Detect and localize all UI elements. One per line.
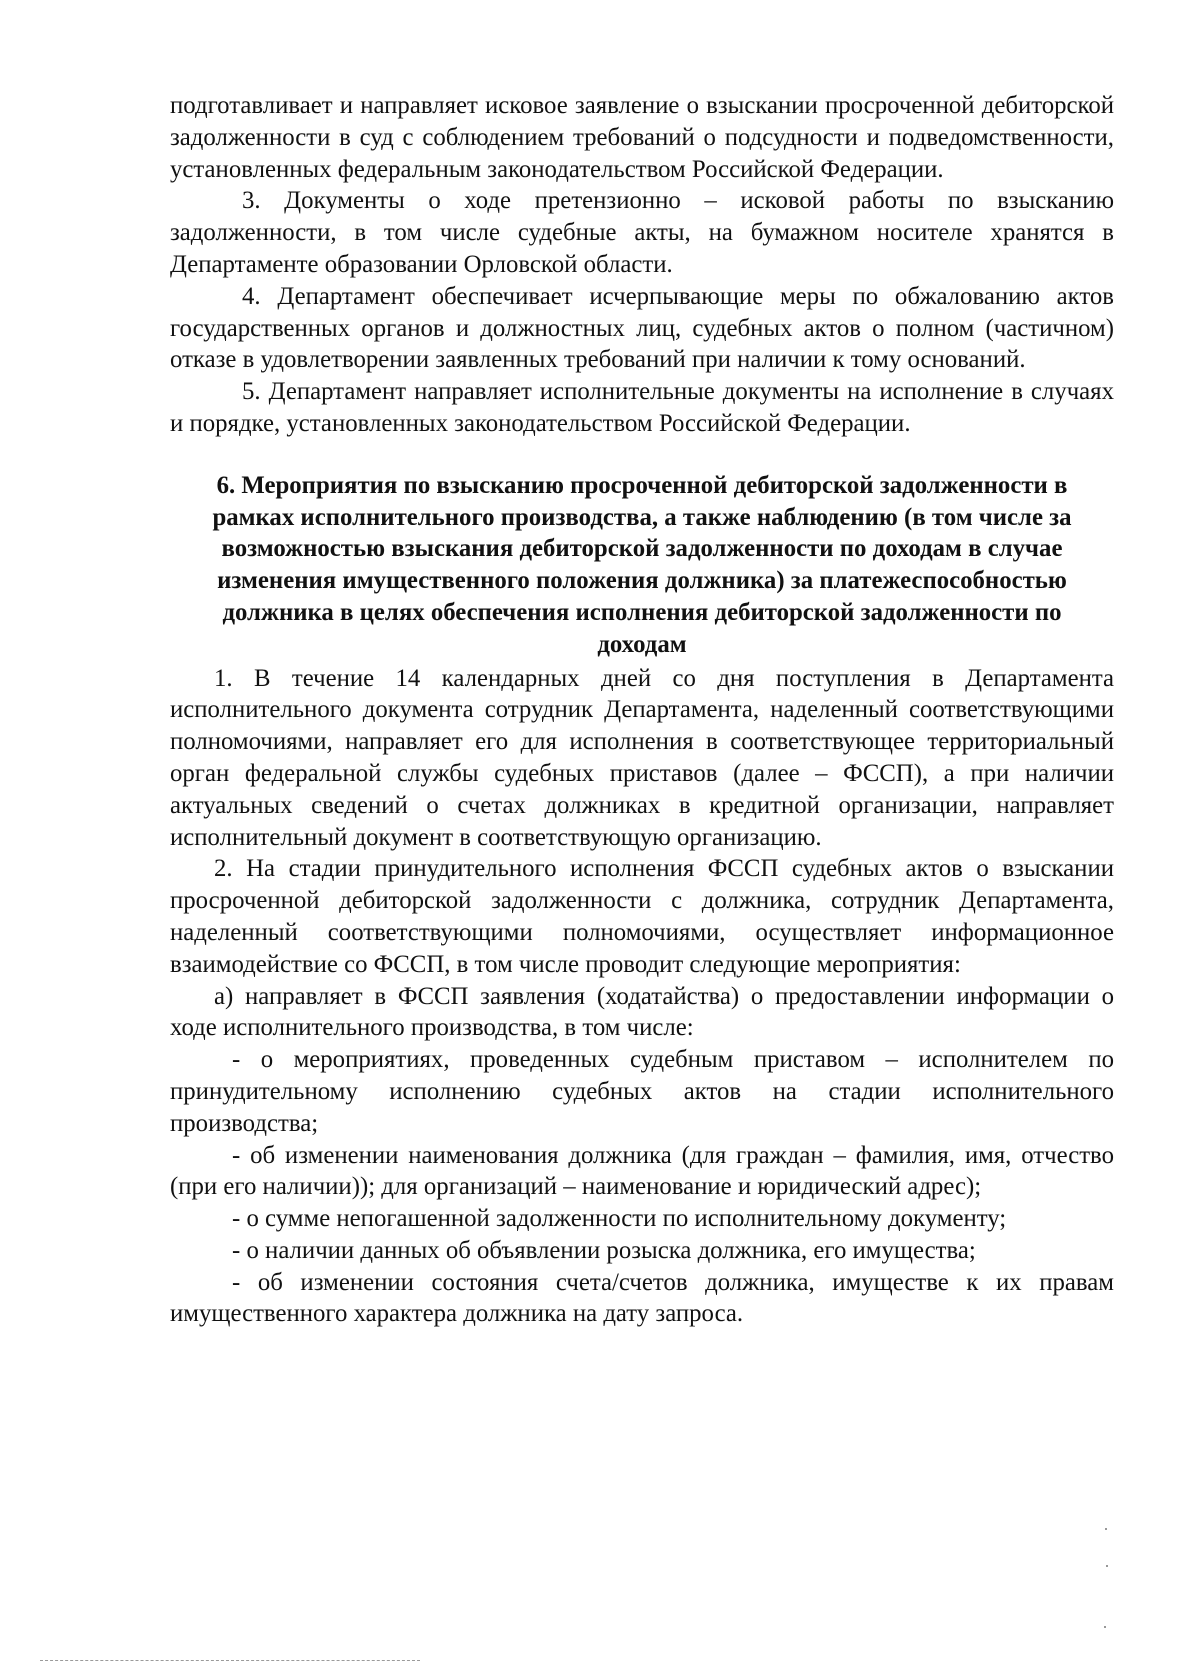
scan-speck bbox=[1104, 1626, 1106, 1628]
section-6-heading-text: 6. Мероприятия по взысканию просроченной дебиторской задолженности в рамках исполнительного производства, а также наблюдению (в том числе за возможностью взыскания дебиторской задолженности по доходам в случае изменения имущественного положения должника) за платежеспособностью должника в целях обеспечения исполнения дебиторской задолженности по доходам bbox=[212, 471, 1072, 658]
scan-speck bbox=[1105, 1528, 1107, 1530]
section-6-dash-item-3: - о сумме непогашенной задолженности по исполнительному документу; bbox=[232, 1205, 1007, 1233]
section-6-paragraph-2: 2. На стадии принудительного исполнения ФССП судебных актов о взыскании просроченной дебиторской задолженности с должника, сотрудник Департамента, наделенный соответствующими полномочиями, осуществляет информационное взаимодействие со ФССП, в том числе проводит следующие мероприятия: bbox=[170, 855, 1114, 978]
section-6-dash-item-5: - об изменении состояния счета/счетов должника, имуществе к их правам имущественного характера должника на дату запроса. bbox=[170, 1268, 1114, 1328]
section-6-dash-item-1: - о мероприятиях, проведенных судебным приставом – исполнителем по принудительному исполнению судебных актов на стадии исполнительного производства; bbox=[170, 1046, 1114, 1137]
paragraph-4: 4. Департамент обеспечивает исчерпывающие меры по обжалованию актов государственных органов и должностных лиц, судебных актов о полном (частичном) отказе в удовлетворении заявленных требований при наличии к тому оснований. bbox=[170, 282, 1114, 374]
section-6-dash-item-4: - о наличии данных об объявлении розыска должника, его имущества; bbox=[232, 1236, 976, 1264]
paragraph-3: 3. Документы о ходе претензионно – исковой работы по взысканию задолженности, в том числе судебные акты, на бумажном носителе хранятся в Департаменте образовании Орловской области. bbox=[170, 187, 1114, 278]
section-6-dash-item-2: - об изменении наименования должника (для граждан – фамилия, имя, отчество (при его наличии)); для организаций – наименование и юридический адрес); bbox=[170, 1141, 1114, 1201]
document-page bbox=[170, 90, 1114, 1330]
section-6-heading bbox=[170, 470, 1114, 661]
section-6-item-a: а) направляет в ФССП заявления (ходатайства) о предоставлении информации о ходе исполнительного производства, в том числе: bbox=[170, 982, 1114, 1042]
section-6-paragraph-1: 1. В течение 14 календарных дней со дня поступления в Департамента исполнительного документа сотрудник Департамента, наделенный соответствующими полномочиями, направляет его для исполнения в соответствующее территориальный орган федеральной службы судебных приставов (далее – ФССП), а при наличии актуальных сведений о счетах должниках в кредитной организации, направляет исполнительный документ в соответствующую организацию. bbox=[170, 664, 1114, 851]
footer-rule bbox=[40, 1660, 420, 1661]
paragraph-5: 5. Департамент направляет исполнительные документы на исполнение в случаях и порядке, установленных законодательством Российской Федерации. bbox=[170, 378, 1114, 437]
paragraph-intro: подготавливает и направляет исковое заявление о взыскании просроченной дебиторской задолженности в суд с соблюдением требований о подсудности и подведомственности, установленных федеральным законодательством Российской Федерации. bbox=[170, 92, 1114, 183]
scan-speck bbox=[1106, 1565, 1108, 1567]
